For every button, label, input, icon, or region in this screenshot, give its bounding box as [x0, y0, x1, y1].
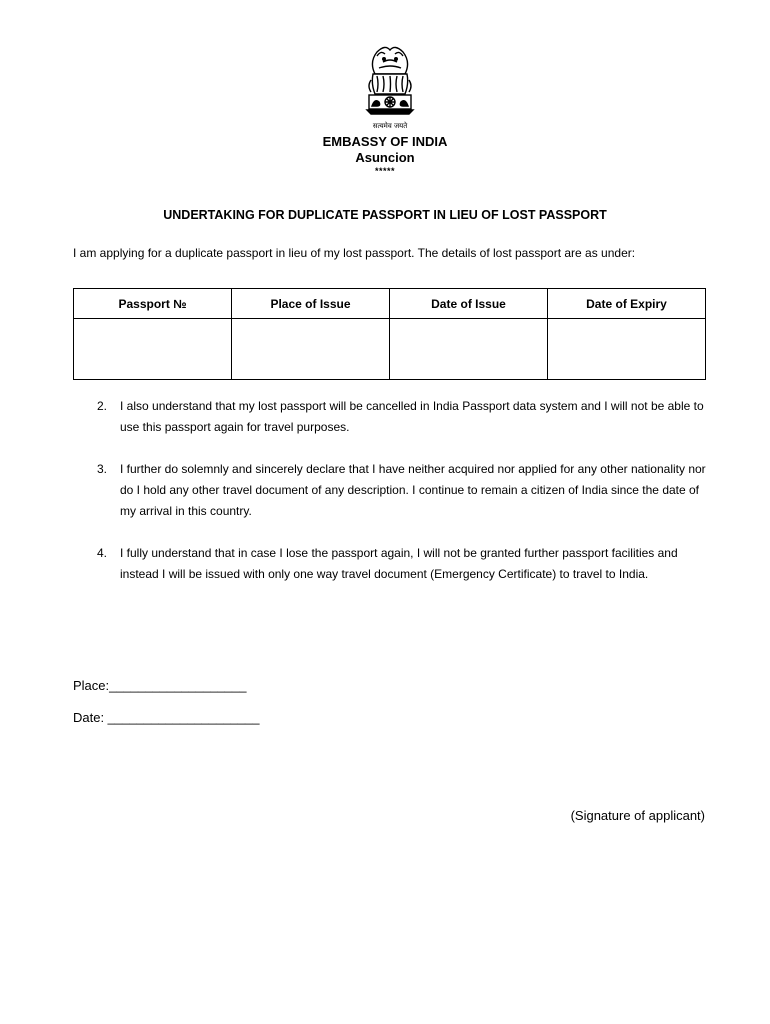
header-stars: *****: [374, 166, 395, 176]
clause-number: 4.: [97, 546, 108, 560]
emblem-motto: सत्यमेव जयते: [372, 122, 408, 130]
date-field[interactable]: Date: _____________________: [73, 710, 260, 725]
embassy-name: EMBASSY OF INDIA: [322, 134, 448, 149]
clause-item: [73, 459, 706, 522]
column-header-passport-number: Passport №: [74, 289, 232, 319]
document-title: UNDERTAKING FOR DUPLICATE PASSPORT IN LIEU OF LOST PASSPORT: [163, 208, 607, 222]
clause-number: 2.: [97, 399, 108, 413]
table-row: [74, 319, 706, 380]
date-of-issue-cell[interactable]: [390, 319, 548, 380]
date-of-expiry-cell[interactable]: [548, 319, 706, 380]
applicant-signature-label: (Signature of applicant): [570, 808, 705, 823]
passport-number-cell[interactable]: [74, 319, 232, 380]
national-emblem: [355, 40, 425, 136]
clause-item: [73, 543, 706, 585]
column-header-place-of-issue: Place of Issue: [232, 289, 390, 319]
clause-text: I further do solemnly and sincerely declare that I have neither acquired nor applied for any other nationality nor do I hold any other travel document of any description. I continue to remain a citizen of India since the date of my arrival in this country.: [120, 462, 706, 518]
place-field[interactable]: Place:___________________: [73, 678, 247, 693]
place-of-issue-cell[interactable]: [232, 319, 390, 380]
column-header-date-of-issue: Date of Issue: [390, 289, 548, 319]
clause-text: I also understand that my lost passport will be cancelled in India Passport data system and I will not be able to use this passport again for travel purposes.: [120, 399, 704, 434]
clause-text: I fully understand that in case I lose the passport again, I will not be granted further passport facilities and instead I will be issued with only one way travel document (Emergency Certificate) to travel to India.: [120, 546, 678, 581]
embassy-city: Asuncion: [355, 150, 415, 165]
declaration-clauses: [73, 396, 706, 606]
clause-item: [73, 396, 706, 438]
column-header-date-of-expiry: Date of Expiry: [548, 289, 706, 319]
lost-passport-details-table: [73, 288, 706, 380]
clause-number: 3.: [97, 462, 108, 476]
intro-paragraph: I am applying for a duplicate passport in lieu of my lost passport. The details of lost passport are as under:: [73, 246, 636, 260]
table-header-row: [74, 289, 706, 319]
